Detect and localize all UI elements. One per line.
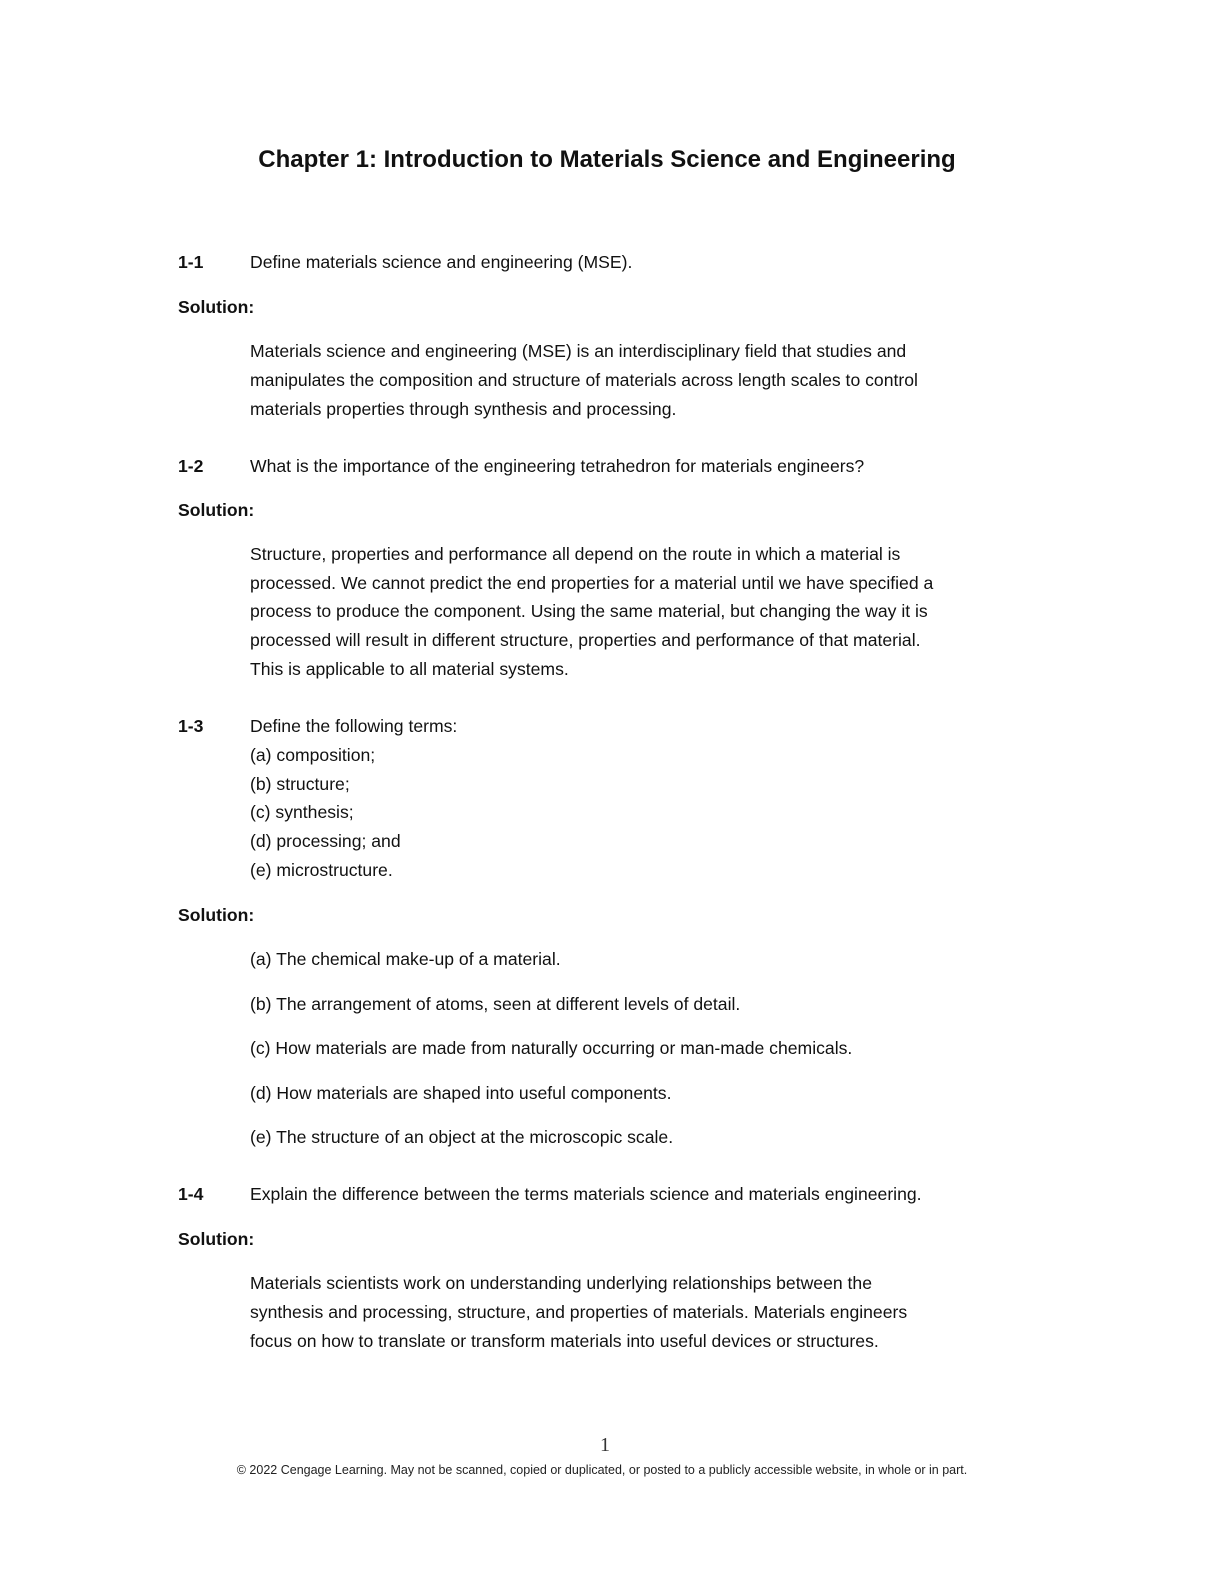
- problem-number: 1-1: [178, 252, 204, 272]
- solution-line: (b) The arrangement of atoms, seen at different levels of detail.: [250, 994, 741, 1014]
- question-item: (b) structure;: [250, 774, 350, 794]
- solution-label: Solution:: [178, 905, 255, 925]
- solution-label: Solution:: [178, 500, 255, 520]
- problem-question: Define materials science and engineering (MSE).: [250, 252, 633, 272]
- solution-line: (d) How materials are shaped into useful components.: [250, 1083, 672, 1103]
- solution-line: (e) The structure of an object at the microscopic scale.: [250, 1127, 674, 1147]
- solution-line: (c) How materials are made from naturally occurring or man-made chemicals.: [250, 1038, 853, 1058]
- solution-line: materials properties through synthesis and processing.: [250, 399, 677, 419]
- question-item: (e) microstructure.: [250, 860, 393, 880]
- solution-label: Solution:: [178, 297, 255, 317]
- solution-line: manipulates the composition and structure of materials across length scales to control: [250, 370, 918, 390]
- page-number: 1: [600, 1434, 610, 1456]
- solution-line: (a) The chemical make-up of a material.: [250, 949, 561, 969]
- solution-line: synthesis and processing, structure, and properties of materials. Materials engineers: [250, 1302, 908, 1322]
- solution-line: processed will result in different structure, properties and performance of that material.: [250, 630, 921, 650]
- solution-line: focus on how to translate or transform materials into useful devices or structures.: [250, 1331, 879, 1351]
- problem-question: Define the following terms:: [250, 716, 458, 736]
- problem-number: 1-4: [178, 1184, 204, 1204]
- solution-line: processed. We cannot predict the end properties for a material until we have specified a: [250, 573, 934, 593]
- question-item: (a) composition;: [250, 745, 376, 765]
- problem-number: 1-2: [178, 456, 204, 476]
- problem-question: What is the importance of the engineering tetrahedron for materials engineers?: [250, 456, 865, 476]
- solution-line: process to produce the component. Using the same material, but changing the way it is: [250, 601, 928, 621]
- question-item: (d) processing; and: [250, 831, 401, 851]
- solution-line: This is applicable to all material systems.: [250, 659, 569, 679]
- solution-line: Materials scientists work on understanding underlying relationships between the: [250, 1273, 872, 1293]
- solution-label: Solution:: [178, 1229, 255, 1249]
- copyright-footer: © 2022 Cengage Learning. May not be scanned, copied or duplicated, or posted to a publicly accessible website, in whole or in part.: [236, 1463, 968, 1477]
- question-item: (c) synthesis;: [250, 802, 354, 822]
- solution-line: Structure, properties and performance all depend on the route in which a material is: [250, 544, 901, 564]
- problem-number: 1-3: [178, 716, 204, 736]
- chapter-title: Chapter 1: Introduction to Materials Science and Engineering: [258, 146, 956, 173]
- problem-question: Explain the difference between the terms materials science and materials engineering.: [250, 1184, 922, 1204]
- solution-line: Materials science and engineering (MSE) is an interdisciplinary field that studies and: [250, 341, 907, 361]
